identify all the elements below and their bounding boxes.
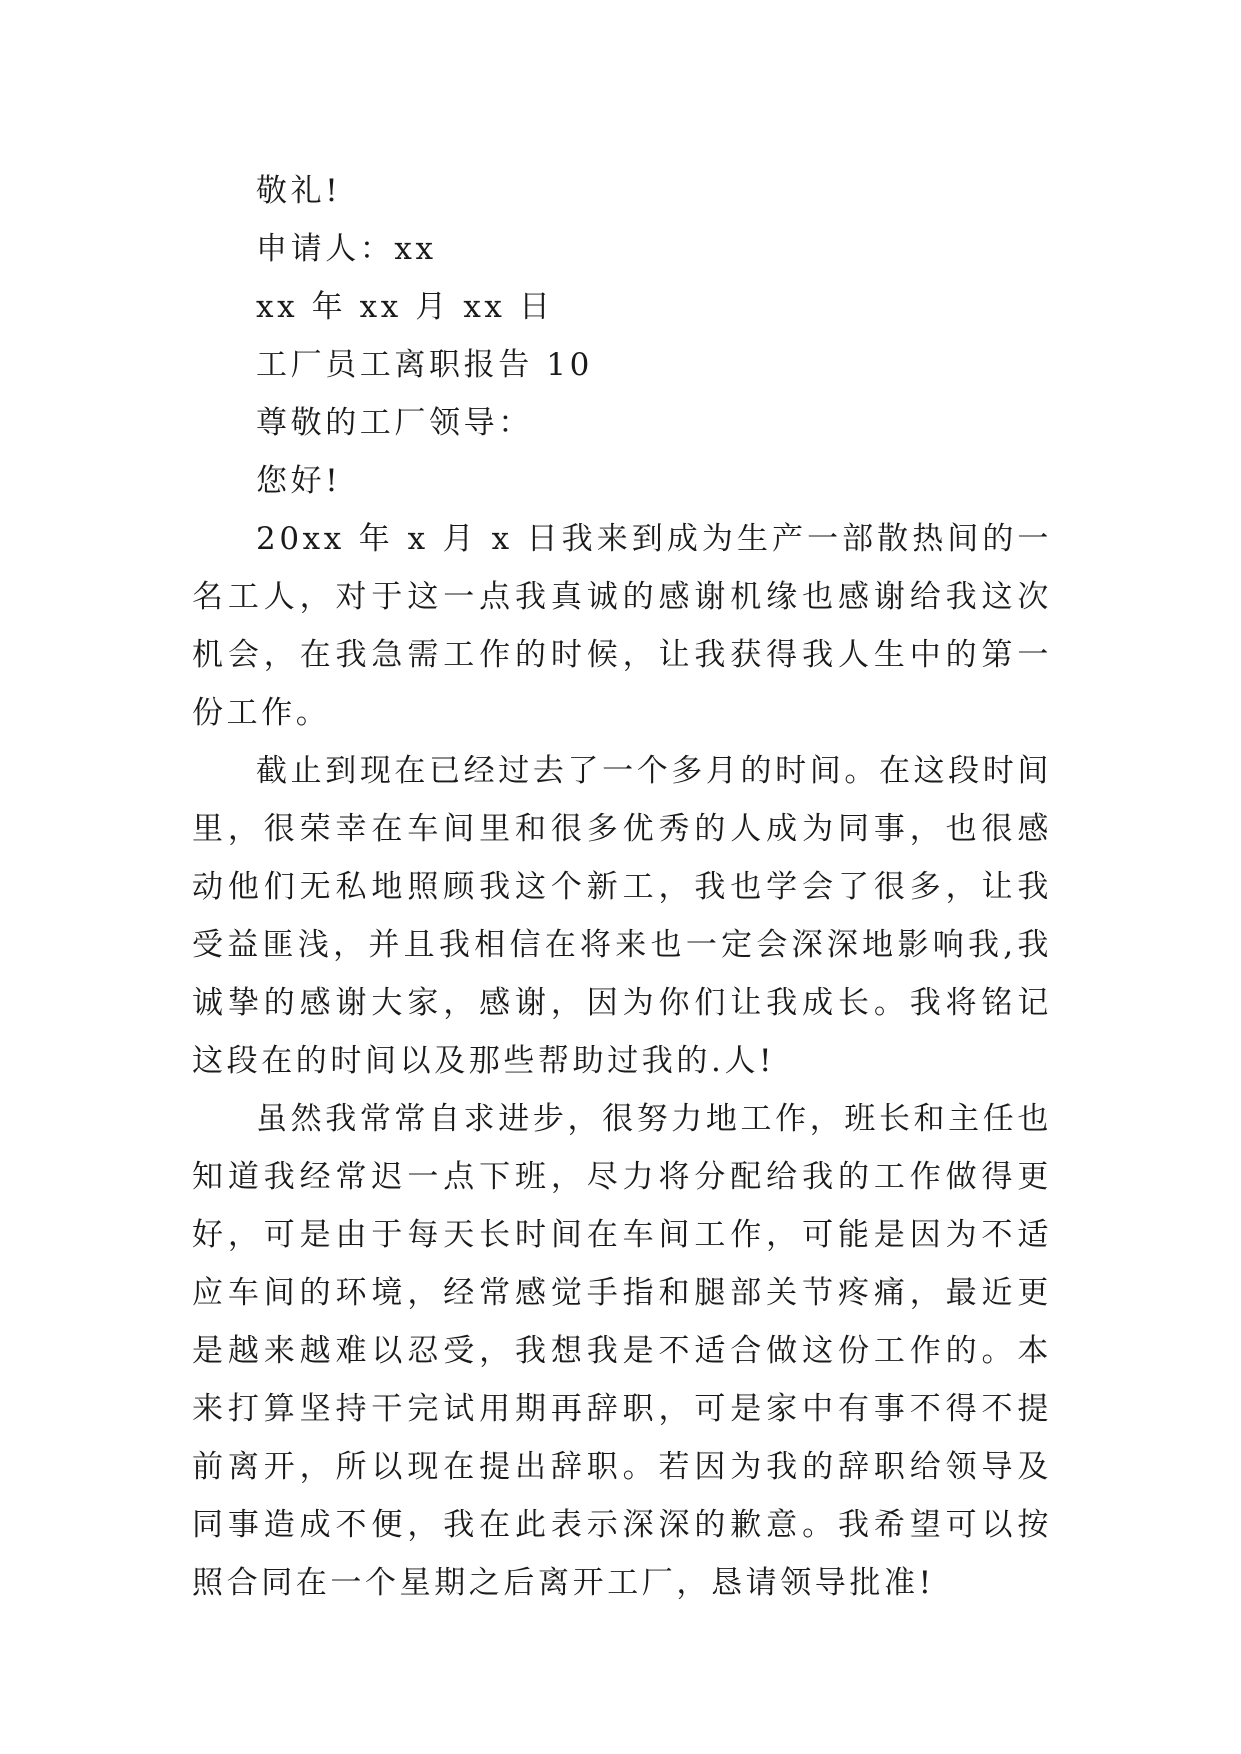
date-line: xx 年 xx 月 xx 日	[256, 289, 554, 325]
closing-line: 敬礼!	[256, 173, 342, 209]
body-paragraph-2: 截止到现在已经过去了一个多月的时间。在这段时间里，很荣幸在车间里和很多优秀的人成为同事，也很感动他们无私地照顾我这个新工，我也学会了很多，让我受益匪浅，并且我相信在将来也一定会深深地影响我,我诚挚的感谢大家，感谢，因为你们让我成长。我将铭记这段在的时间以及那些帮助过我的.人!	[192, 753, 1052, 1079]
salutation-line: 尊敬的工厂领导：	[256, 405, 533, 441]
document-body	[192, 162, 1052, 1612]
applicant-line: 申请人：xx	[256, 231, 437, 267]
section-title: 工厂员工离职报告 10	[256, 347, 593, 383]
body-paragraph-3: 虽然我常常自求进步，很努力地工作，班长和主任也知道我经常迟一点下班，尽力将分配给我的工作做得更好，可是由于每天长时间在车间工作，可能是因为不适应车间的环境，经常感觉手指和腿部关节疼痛，最近更是越来越难以忍受，我想我是不适合做这份工作的。本来打算坚持干完试用期再辞职，可是家中有事不得不提前离开，所以现在提出辞职。若因为我的辞职给领导及同事造成不便，我在此表示深深的歉意。我希望可以按照合同在一个星期之后离开工厂，恳请领导批准!	[192, 1101, 1052, 1601]
greeting-line: 您好!	[256, 463, 342, 499]
body-paragraph-1: 20xx 年 x 月 x 日我来到成为生产一部散热间的一名工人，对于这一点我真诚的感谢机缘也感谢给我这次机会，在我急需工作的时候，让我获得我人生中的第一份工作。	[192, 521, 1052, 731]
